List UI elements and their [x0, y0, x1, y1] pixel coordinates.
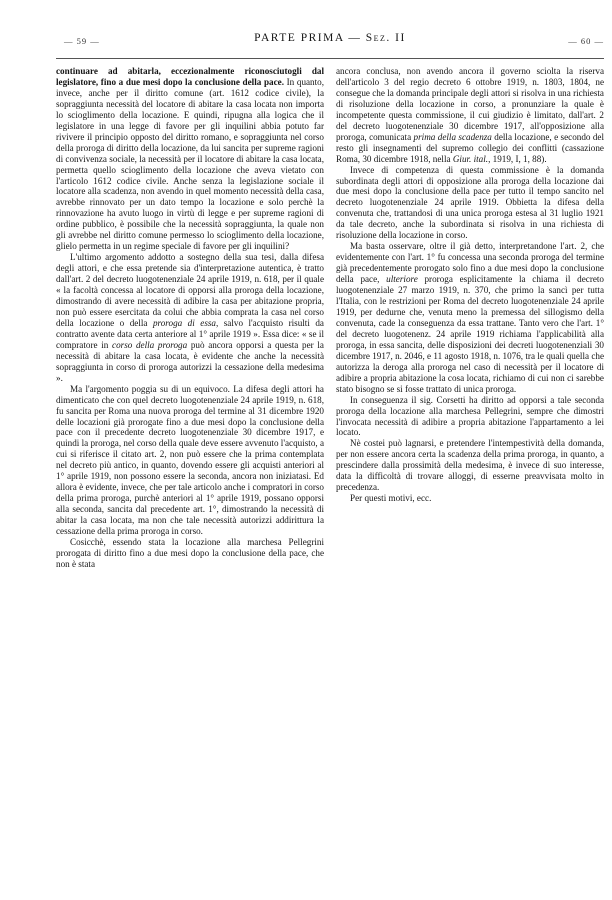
paragraph: In conseguenza il sig. Corsetti ha diritto ad opporsi a tale seconda proroga della locazione alla marchesa Pellegrini, sempre che dimostri l'invocata necessità di adibire a propria abitazione l'appartamento a lei locato.	[336, 394, 604, 438]
paragraph: L'ultimo argomento addotto a sostegno della sua tesi, dalla difesa degli attori, e che essa pretende sia d'interpretazione autentica, è tratto dall'art. 2 del decreto luogotenenziale 24 aprile 1919, n. 618, per il quale « la facoltà concessa al locatore di opporsi alla proroga della locazione, dimostrando di avere necessità di adibire la casa per abitazione propria, non può essere esercitata da colui che abbia comprata la casa nel corso della locazione o della proroga di essa, salvo l'acquisto risulti da contratto avente data certa anteriore al 1° aprile 1919 ». Essa dice: « se il compratore in corso della proroga può ancora opporsi a questa per la necessità di abitare la casa locata, è evidente che anche la necessità sopraggiunta in corso di proroga autorizzi la cessazione della medesima ».	[56, 252, 324, 383]
paragraph: continuare ad abitarla, eccezionalmente riconosciutogli dal legislatore, fino a due mesi dopo la conclusione della pace. In quanto, invece, anche per il diritto comune (art. 1612 codice civile), la sopraggiunta necessità del locatore di abitare la casa locata non importa lo scioglimento della locazione. E quindi, ripugna alla logica che il legislatore in una legge di favore per gli inquilini abbia potuto far rivivere il principio opposto del diritto romano, e sopraggiunta nel corso della proroga di diritto della locazione, da lui sancita per supreme ragioni di convivenza sociale, la necessità per il locatore di abitare la casa locata, permetta quello scioglimento della locazione che aveva vietato con l'articolo 1612 codice civile. Anche senza la legislazione sociale il locatore alla scadenza, non avendo in quel momento necessità della casa, avrebbe rinnovato per un dato tempo la locazione e solo perchè la rinnovazione ha avuto luogo in virtù di legge e per supreme ragioni di ordine pubblico, è possibile che la necessità sopraggiunta, la quale non gli avrebbe nel diritto comune permesso lo scioglimento della locazione, glielo permetta in un regime speciale di favore per gli inquilini?	[56, 66, 325, 252]
page-header	[56, 32, 604, 48]
running-title: PARTE PRIMA — Sez. II	[254, 32, 406, 44]
header-rule	[56, 58, 604, 59]
paragraph: ancora conclusa, non avendo ancora il governo sciolta la riserva dell'articolo 3 del regio decreto 6 ottobre 1919, n. 1803, 1804, ne consegue che la domanda principale degli attori si risolva in una richiesta di risoluzione della locazione in corso, a pronunziare la quale è incompetente questa commissione, il cui giudizio è limitato, dall'art. 2 del decreto luogotenenziale 30 dicembre 1917, all'opposizione alla proroga, comunicata prima della scadenza della locazione, e secondo del resto gli insegnamenti del supremo collegio dei conflitti (cassazione Roma, 30 dicembre 1918, nella Giur. ital., 1919, I, 1, 88).	[336, 66, 605, 164]
paragraph: Nè costei può lagnarsi, e pretendere l'intempestività della domanda, per non essere ancora certa la scadenza della prima proroga, in quanto, a prescindere dalla prossimità della medesima, è invece di suo interesse, data la difficoltà di trovare alloggi, di esserne preavvisata molto in precedenza.	[336, 438, 604, 493]
paragraph: Invece di competenza di questa commissione è la domanda subordinata degli attori di opposizione alla proroga della locazione dai due mesi dopo la conclusione della pace per tutto il tempo sancito nel decreto luogotenenziale 24 aprile 1919. Obbietta la difesa della convenuta che, trattandosi di una unica proroga estesa al 31 luglio 1921 da tale decreto, anche la subordinata si risolva in una richiesta di risoluzione della locazione in corso.	[336, 164, 604, 241]
paragraph: Per questi motivi, ecc.	[350, 493, 432, 504]
paragraph: Ma l'argomento poggia su di un equivoco. La difesa degli attori ha dimenticato che con quel decreto luogotenenziale 24 aprile 1919, n. 618, fu sancita per Roma una nuova proroga del termine al 31 dicembre 1920 delle locazioni già prorogate fino a due mesi dopo la conclusione della pace con il precedente decreto luogotenenziale 30 dicembre 1917, e quindi la proroga, nel corso della quale deve essere avvenuto l'acquisto, a cui si riferisce il citato art. 2, non può essere che la prima contemplata nel decreto più antico, in quanto, dovendo essere gli acquisti anteriori al 1° aprile 1919, non possono essere la seconda, ancora non iniziatasi. Ed allora è evidente, invece, che per tale articolo anche i compratori in corso della prima proroga, purchè anteriori al 1° aprile 1919, possano opporsi alla seconda, sancita dal precedente art. 1°, dimostrando la necessità di abitar la casa locata, ma non che tale necessità autorizzi addirittura la cessazione della prima proroga in corso.	[56, 383, 324, 537]
page-number-right: — 60 —	[568, 36, 604, 46]
left-column	[56, 66, 324, 570]
right-column	[336, 66, 604, 504]
paragraph: Cosicchè, essendo stata la locazione alla marchesa Pellegrini prorogata di diritto fino a due mesi dopo la conclusione della pace, che non è stata	[56, 536, 324, 569]
paragraph: Ma basta osservare, oltre il già detto, interpretandone l'art. 2, che evidentemente con l'art. 1° fu concessa una seconda proroga del termine già precedentemente prorogato solo fino a due mesi dopo la conclusione della pace, ulteriore proroga esplicitamente la chiama il decreto luogotenenziale 27 marzo 1919, n. 370, che primo la sancì per tutta l'Italia, con le restrizioni per Roma del decreto luogotenenziale 24 aprile 1919, per dedurne che, venuta meno la premessa del sillogismo della convenuta, cade la conseguenza da essa trattane. Tanto vero che l'art. 1° del decreto luogotenenz. 24 aprile 1919 richiama l'applicabilità alla proroga, in essa sancita, delle disposizioni dei decreti luogotenenziali 30 dicembre 1917, n. 2046, e 11 agosto 1918, n. 1076, tra le quali quella che autorizza la deroga alla proroga nel caso di necessità per il locatore di adibire a propria abitazione la cosa locata, richiamo di cui non ci sarebbe stato bisogno se si fosse trattato di unica proroga.	[336, 241, 604, 394]
page-number-left: — 59 —	[64, 36, 100, 46]
